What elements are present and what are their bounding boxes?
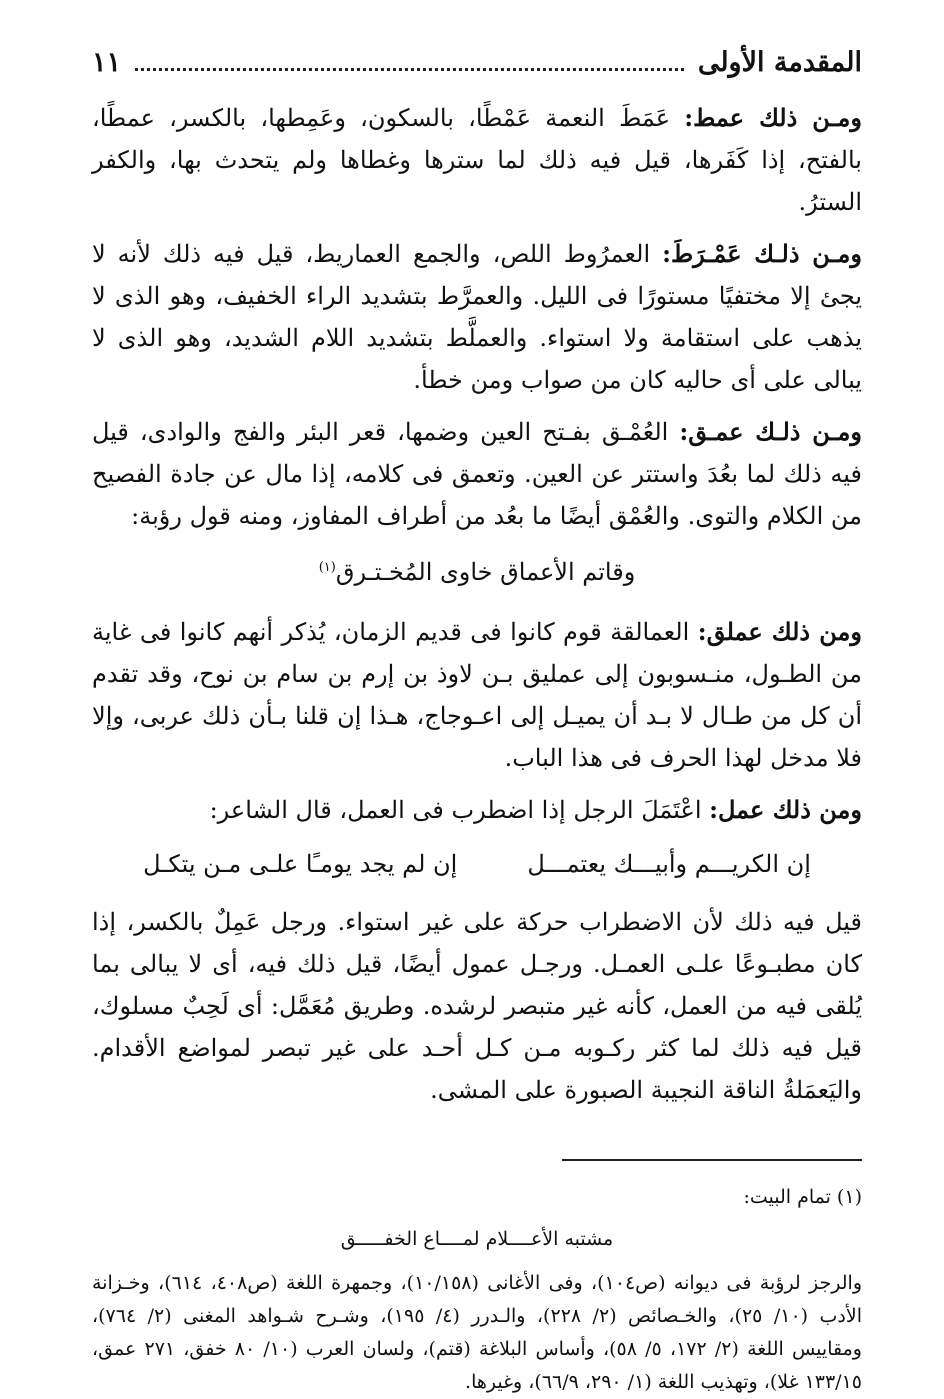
entry-text: العُمْـق بفـتح العين وضمها، قعر البئر والفج والوادى، قيل فيه ذلك لما بعُدَ واستتر عن العين. وتعمق فى كلامه، إذا مال عن جادة الفصيح من الكلام والتوى. والعُمْق أيضًا ما بعُد من أطراف المفاوز، ومنه قول رؤبة: bbox=[92, 418, 862, 530]
paragraph-amq bbox=[92, 411, 862, 537]
entry-text: العمرُوط اللص، والجمع العماريط، قيل فيه ذلك لأنه لا يجئ إلا مختفيًا مستورًا فى الليل. والعمرَّط بتشديد الراء الخفيف، وهو الذى لا يذهب على استقامة ولا استواء. والعملَّط بتشديد اللام الشديد، وهو الذى لا يبالى على أى حاليه كان من صواب ومن خطأ. bbox=[92, 240, 862, 394]
entry-lead: ومـن ذلـك عَمْـرَطَ: bbox=[662, 239, 862, 268]
entry-lead: ومـن ذلـك عمـق: bbox=[679, 417, 862, 446]
paragraph-amrat bbox=[92, 233, 862, 401]
entry-lead: ومن ذلك عمل: bbox=[709, 795, 862, 824]
footnote-verse: مشتبه الأعــــلام لمــــاع الخفـــــق bbox=[340, 1228, 614, 1250]
paragraph-amal-explanation: قيل فيه ذلك لأن الاضطراب حركة على غير استواء. ورجل عَمِلٌ بالكسر، إذا كان مطبـوعًا علـى العمـل. ورجـل عمول أيضًا، قيل ذلك فيه، أى لا يبالى بما يُلقى فيه من العمل، كأنه غير متبصر لرشده. وطريق مُعَمَّل: أى لَحِبٌ مسلوك، قيل فيه ذلك لما كثر ركـوبه مـن كـل أحـد على غير تبصر لمواضع الأقدام. واليَعمَلةُ الناقة النجيبة الصبورة على المشى. bbox=[92, 908, 862, 1104]
paragraph-amat bbox=[92, 97, 862, 223]
running-header bbox=[92, 42, 862, 97]
footnote-ref: (١) bbox=[318, 560, 336, 575]
footnote-title: (١) تمام البيت: bbox=[743, 1186, 862, 1208]
footnote-separator bbox=[562, 1159, 862, 1161]
entry-text: العمالقة قوم كانوا فى قديم الزمان، يُذكر أنهم كانوا فى غاية من الطـول، منـسوبون إلى عمليق بـن لاوذ بن إرم بن سام بن نوح، وقد تقدم أن كل من طـال لا بـد أن يميـل إلى اعـوجاج، هـذا إن قلنا بـأن ذلك عربى، وإلا فلا مدخل لهذا الحرف فى هذا الباب. bbox=[92, 618, 862, 772]
footnote-text: والرجز لرؤبة فى ديوانه (ص١٠٤)، وفى الأغانى (١٠/١٥٨)، وجمهرة اللغة (ص٤٠٨، ٦١٤)، وخـزانة الأدب (١٠/ ٢٥)، والخـصائص (٢/ ٢٢٨)، والـدرر (٤/ ١٩٥)، وشـرح شـواهد المغنى (٢/ ٧٦٤)، ومقاييس اللغة (٢/ ١٧٢، ٥/ ٥٨)، وأساس البلاغة (قتم)، ولسان العرب (١٠/ ٨٠ خفق، ٢٧١ عمق، ١٣٣/١٥ غلا)، وتهذيب اللغة (١/ ٢٩٠، ٦٦/٩)، وغيرها. bbox=[92, 1272, 863, 1393]
hemistich-first: إن الكريـــم وأبيـــك يعتمـــل bbox=[527, 850, 811, 878]
paragraph-amal bbox=[92, 789, 862, 831]
paragraph-amlaq bbox=[92, 611, 862, 779]
page-number: ١١ bbox=[92, 47, 122, 78]
entry-lead: ومن ذلك عملق: bbox=[697, 617, 862, 646]
entry-text: عَمَطَ النعمة عَمْطًا، بالسكون، وعَمِطها، بالكسر، عمطًا، بالفتح، إذا كَفَرها، قيل فيه ذلك لما سترها وغطاها ولم يتحدث بها، والكفر السترُ. bbox=[92, 104, 862, 216]
entry-lead: ومـن ذلك عمط: bbox=[684, 103, 862, 132]
verse-text: وقاتم الأعماق خاوى المُخـتـرق bbox=[335, 558, 636, 586]
hemistich-second: إن لم يجد يومـًا علـى مـن يتكـل bbox=[143, 850, 458, 878]
verse-quote bbox=[92, 547, 862, 593]
chapter-title: المقدمة الأولى bbox=[697, 47, 862, 78]
header-dot-leader bbox=[135, 42, 684, 71]
entry-text: اعْتَمَلَ الرجل إذا اضطرب فى العمل، قال الشاعر: bbox=[209, 796, 710, 824]
poem-couplet bbox=[92, 843, 862, 885]
